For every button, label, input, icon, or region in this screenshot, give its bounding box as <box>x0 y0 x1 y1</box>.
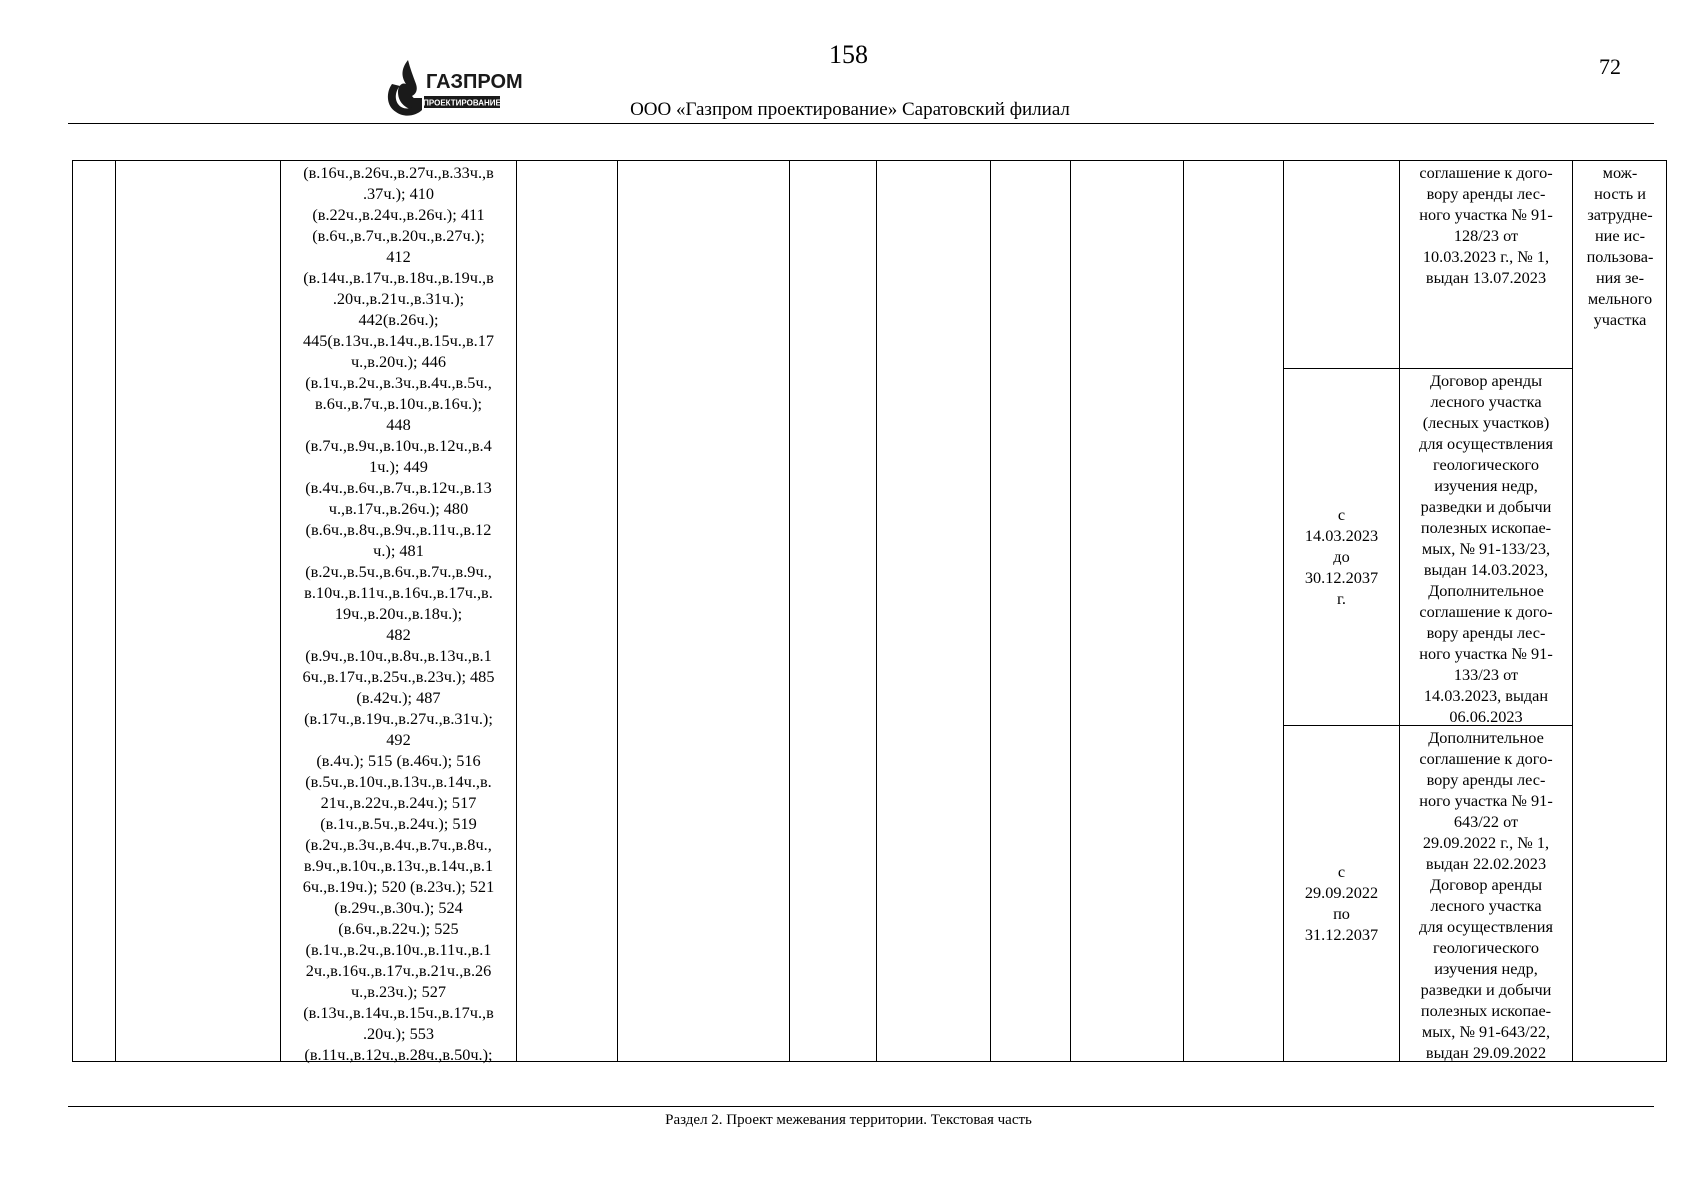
text-line: геологического <box>1433 455 1539 474</box>
text-line: .20ч.); 553 <box>362 1024 435 1043</box>
text-line: 128/23 от <box>1453 226 1519 245</box>
text-line: (в.16ч.,в.26ч.,в.27ч.,в.33ч.,в <box>303 163 494 182</box>
text-line: ного участка № 91- <box>1419 205 1553 224</box>
text-line: 29.09.2022 г., № 1, <box>1422 833 1550 852</box>
lease-document-cell-2 <box>1400 370 1572 727</box>
footer-rule <box>68 1106 1654 1107</box>
footer-section-title: Раздел 2. Проект межевания территории. Текстовая часть <box>665 1112 1032 1128</box>
lease-period-lines <box>1284 504 1399 609</box>
text-line: лесного участка <box>1430 392 1542 411</box>
text-line: разведки и добычи <box>1420 980 1552 999</box>
text-line: 29.09.2022 <box>1304 883 1379 902</box>
text-line: 442(в.26ч.); <box>358 310 439 329</box>
text-line: соглашение к дого- <box>1419 749 1553 768</box>
text-line: 06.06.2023 <box>1449 707 1523 726</box>
text-line: для осуществления <box>1419 434 1553 453</box>
text-line: соглашение к дого- <box>1419 163 1553 182</box>
text-line: 412 <box>386 247 411 266</box>
text-line: 643/22 от <box>1453 812 1519 831</box>
gazprom-flame-icon <box>382 56 523 122</box>
text-line: 2ч.,в.16ч.,в.17ч.,в.21ч.,в.26 <box>305 961 492 980</box>
text-line: Договор аренды <box>1429 875 1543 894</box>
text-line: Договор аренды <box>1429 371 1543 390</box>
text-line: разведки и добычи <box>1420 497 1552 516</box>
logo-subtext: ПРОЕКТИРОВАНИЕ <box>423 98 501 108</box>
text-line: с <box>1337 862 1346 881</box>
text-line: ч.,в.20ч.); 446 <box>350 352 447 371</box>
text-line: выдан 22.02.2023 <box>1425 854 1547 873</box>
text-line: (в.29ч.,в.30ч.); 524 <box>334 898 463 917</box>
text-line: ч.,в.23ч.); 527 <box>350 982 447 1001</box>
text-line: выдан 14.03.2023, <box>1423 560 1549 579</box>
text-line: (в.17ч.,в.19ч.,в.27ч.,в.31ч.); <box>304 709 493 728</box>
text-line: (в.4ч.,в.6ч.,в.7ч.,в.12ч.,в.13 <box>305 478 492 497</box>
text-line: 19ч.,в.20ч.,в.18ч.); <box>334 604 463 623</box>
column-divider <box>1183 160 1184 1062</box>
text-line: (в.22ч.,в.24ч.,в.26ч.); 411 <box>312 205 485 224</box>
text-line: соглашение к дого- <box>1419 602 1553 621</box>
column-divider <box>617 160 618 1062</box>
text-line: г. <box>1337 589 1346 608</box>
text-line: 6ч.,в.17ч.,в.25ч.,в.23ч.); 485 <box>302 667 495 686</box>
header-rule <box>68 123 1654 124</box>
text-line: (в.4ч.); 515 (в.46ч.); 516 <box>316 751 481 770</box>
gazprom-logo <box>382 56 523 122</box>
row-divider <box>1283 368 1572 369</box>
text-line: с <box>1337 505 1346 524</box>
lease-document-lines <box>1400 727 1572 1063</box>
text-line: ного участка № 91- <box>1419 644 1553 663</box>
cadastral-lines <box>281 162 516 1065</box>
logo-text: ГАЗПРОМ <box>426 71 523 93</box>
text-line: полезных ископае- <box>1420 1001 1552 1020</box>
text-line: по <box>1333 904 1350 923</box>
text-line: 21ч.,в.22ч.,в.24ч.); 517 <box>320 793 477 812</box>
organization-name: ООО «Газпром проектирование» Саратовский филиал <box>630 99 1070 120</box>
text-line: (в.1ч.,в.2ч.,в.3ч.,в.4ч.,в.5ч., <box>305 373 492 392</box>
column-divider <box>1070 160 1071 1062</box>
corner-page-number: 72 <box>1599 54 1621 79</box>
text-line: (в.6ч.,в.7ч.,в.20ч.,в.27ч.); <box>312 226 485 245</box>
text-line: участка <box>1593 310 1647 329</box>
text-line: 31.12.2037 <box>1304 925 1379 944</box>
text-line: ного участка № 91- <box>1419 791 1553 810</box>
lease-document-lines <box>1400 162 1572 288</box>
text-line: вору аренды лес- <box>1426 184 1546 203</box>
lease-document-cell-3 <box>1400 727 1572 1063</box>
restriction-lines <box>1573 162 1667 330</box>
text-line: в.10ч.,в.11ч.,в.16ч.,в.17ч.,в. <box>304 583 493 602</box>
text-line: изучения недр, <box>1434 959 1538 978</box>
text-line: мож- <box>1602 163 1638 182</box>
text-line: (в.2ч.,в.5ч.,в.6ч.,в.7ч.,в.9ч., <box>305 562 492 581</box>
text-line: (в.13ч.,в.14ч.,в.15ч.,в.17ч.,в <box>303 1003 494 1022</box>
text-line: .20ч.,в.21ч.,в.31ч.); <box>332 289 465 308</box>
column-divider <box>516 160 517 1062</box>
text-line: мых, № 91-133/23, <box>1421 539 1551 558</box>
text-line: в.6ч.,в.7ч.,в.10ч.,в.16ч.); <box>314 394 483 413</box>
text-line: 14.03.2023, выдан <box>1423 686 1549 705</box>
column-divider <box>990 160 991 1062</box>
text-line: (лесных участков) <box>1422 413 1550 432</box>
text-line: вору аренды лес- <box>1426 623 1546 642</box>
text-line: Дополнительное <box>1428 728 1544 747</box>
text-line: (в.42ч.); 487 <box>356 688 441 707</box>
text-line: (в.6ч.,в.8ч.,в.9ч.,в.11ч.,в.12 <box>305 520 492 539</box>
text-line: мых, № 91-643/22, <box>1421 1022 1551 1041</box>
text-line: ность и <box>1594 184 1646 203</box>
text-line: в.9ч.,в.10ч.,в.13ч.,в.14ч.,в.1 <box>303 856 494 875</box>
text-line: 30.12.2037 <box>1304 568 1379 587</box>
text-line: изучения недр, <box>1434 476 1538 495</box>
text-line: 6ч.,в.19ч.); 520 (в.23ч.); 521 <box>302 877 495 896</box>
lease-period-cell-3 <box>1284 861 1399 945</box>
text-line: мельного <box>1587 289 1653 308</box>
text-line: (в.14ч.,в.17ч.,в.18ч.,в.19ч.,в <box>303 268 494 287</box>
text-line: (в.7ч.,в.9ч.,в.10ч.,в.12ч.,в.4 <box>305 436 492 455</box>
text-line: вору аренды лес- <box>1426 770 1546 789</box>
column-divider <box>789 160 790 1062</box>
text-line: до <box>1333 547 1350 566</box>
text-line: (в.1ч.,в.2ч.,в.10ч.,в.11ч.,в.1 <box>305 940 492 959</box>
text-line: (в.1ч.,в.5ч.,в.24ч.); 519 <box>320 814 477 833</box>
text-line: (в.9ч.,в.10ч.,в.8ч.,в.13ч.,в.1 <box>305 646 492 665</box>
text-line: ч.,в.17ч.,в.26ч.); 480 <box>328 499 469 518</box>
text-line: 482 <box>386 625 411 644</box>
text-line: пользова- <box>1586 247 1654 266</box>
text-line: (в.5ч.,в.10ч.,в.13ч.,в.14ч.,в. <box>305 772 492 791</box>
text-line: 448 <box>386 415 411 434</box>
text-line: для осуществления <box>1419 917 1553 936</box>
column-divider <box>115 160 116 1062</box>
text-line: .37ч.); 410 <box>362 184 435 203</box>
restriction-cell <box>1573 162 1667 330</box>
lease-period-lines <box>1284 861 1399 945</box>
text-line: 10.03.2023 г., № 1, <box>1422 247 1550 266</box>
text-line: лесного участка <box>1430 896 1542 915</box>
page-number: 158 <box>829 40 868 69</box>
lease-period-cell-2 <box>1284 504 1399 609</box>
text-line: затрудне- <box>1587 205 1653 224</box>
text-line: ч.); 481 <box>373 541 424 560</box>
text-line: (в.2ч.,в.3ч.,в.4ч.,в.7ч.,в.8ч., <box>305 835 492 854</box>
column-divider <box>876 160 877 1062</box>
text-line: (в.6ч.,в.22ч.); 525 <box>338 919 459 938</box>
text-line: ние ис- <box>1594 226 1646 245</box>
lease-document-cell-1 <box>1400 162 1572 288</box>
text-line: геологического <box>1433 938 1539 957</box>
text-line: выдан 29.09.2022 <box>1425 1043 1547 1062</box>
text-line: выдан 13.07.2023 <box>1425 268 1547 287</box>
text-line: ния зе- <box>1595 268 1645 287</box>
text-line: 492 <box>386 730 411 749</box>
text-line: 133/23 от <box>1453 665 1519 684</box>
text-line: полезных ископае- <box>1420 518 1552 537</box>
text-line: 1ч.); 449 <box>369 457 428 476</box>
text-line: 445(в.13ч.,в.14ч.,в.15ч.,в.17 <box>303 331 494 350</box>
text-line: Дополнительное <box>1428 581 1544 600</box>
lease-document-lines <box>1400 370 1572 727</box>
text-line: (в.11ч.,в.12ч.,в.28ч.,в.50ч.); <box>304 1045 493 1064</box>
cadastral-numbers-cell <box>281 162 516 1065</box>
text-line: 14.03.2023 <box>1304 526 1379 545</box>
